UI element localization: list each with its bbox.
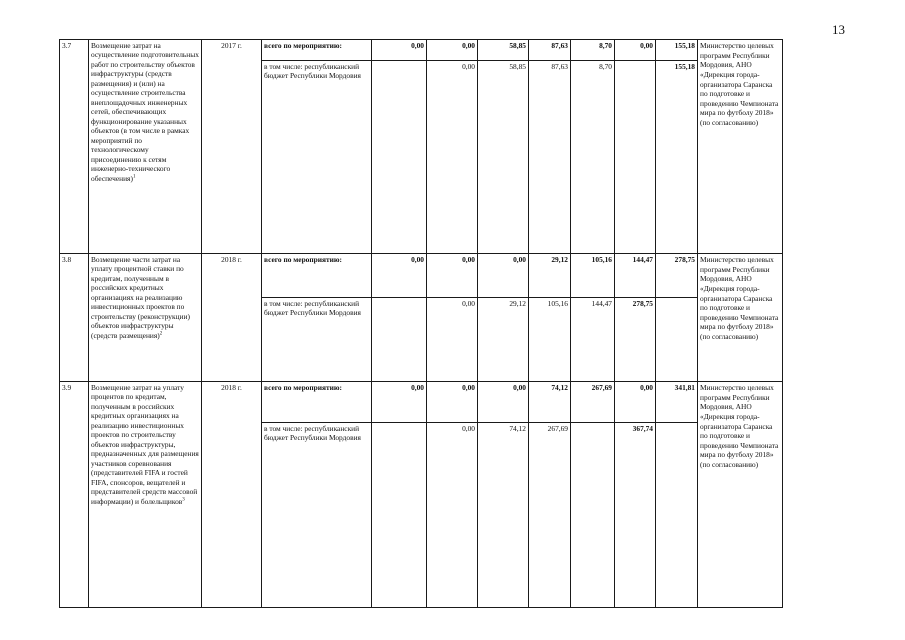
total-label: всего по мероприятию: xyxy=(262,382,372,423)
table-row xyxy=(60,254,783,298)
incl-value: 0,00 xyxy=(427,423,478,608)
measure-number: 3.7 xyxy=(60,40,89,254)
total-value: 0,00 xyxy=(615,382,656,423)
total-value: 341,81 xyxy=(656,382,698,423)
incl-label: в том числе: республиканский бюджет Республики Мордовия xyxy=(262,61,372,254)
measure-name: Возмещение части затрат на уплату процентной ставки по кредитам, полученным в российских кредитных организациях на реализацию инвестиционных проектов по строительству (реконструкции) объектов инфраструктуры (средств размещения)$^2$ xyxy=(89,254,202,382)
total-value: 87,63 xyxy=(529,40,571,61)
incl-value: 278,75 xyxy=(615,298,656,382)
incl-value: 58,85 xyxy=(478,61,529,254)
total-value: 8,70 xyxy=(571,40,615,61)
total-value: 58,85 xyxy=(478,40,529,61)
total-value: 0,00 xyxy=(478,254,529,298)
total-label: всего по мероприятию: xyxy=(262,254,372,298)
total-value: 29,12 xyxy=(529,254,571,298)
total-value: 0,00 xyxy=(372,382,427,423)
measure-number: 3.9 xyxy=(60,382,89,608)
responsible-executor: Министерство целевых программ Республики Мордовия, АНО «Дирекция города-организатора Саранска по подготовке и проведению Чемпионата мира по футболу 2018» (по согласованию) xyxy=(698,254,783,382)
incl-value: 155,18 xyxy=(656,61,698,254)
incl-value: 367,74 xyxy=(615,423,656,608)
incl-value: 0,00 xyxy=(427,298,478,382)
total-label: всего по мероприятию: xyxy=(262,40,372,61)
responsible-executor: Министерство целевых программ Республики Мордовия, АНО «Дирекция города-организатора Саранска по подготовке и проведению Чемпионата мира по футболу 2018» (по согласованию) xyxy=(698,382,783,608)
total-value: 0,00 xyxy=(372,40,427,61)
measure-year: 2018 г. xyxy=(202,254,262,382)
incl-value xyxy=(615,61,656,254)
total-value: 0,00 xyxy=(427,254,478,298)
total-value: 0,00 xyxy=(372,254,427,298)
incl-value: 8,70 xyxy=(571,61,615,254)
incl-value xyxy=(656,298,698,382)
total-value: 267,69 xyxy=(571,382,615,423)
incl-value xyxy=(571,423,615,608)
incl-value xyxy=(372,61,427,254)
incl-value xyxy=(372,298,427,382)
table-row xyxy=(60,382,783,423)
incl-value xyxy=(372,423,427,608)
footnote-mark: 3 xyxy=(182,497,185,503)
total-value: 105,16 xyxy=(571,254,615,298)
incl-value: 87,63 xyxy=(529,61,571,254)
incl-value: 105,16 xyxy=(529,298,571,382)
total-value: 0,00 xyxy=(478,382,529,423)
incl-label: в том числе: республиканский бюджет Республики Мордовия xyxy=(262,298,372,382)
footnote-mark: 2 xyxy=(159,331,163,337)
total-value: 155,18 xyxy=(656,40,698,61)
measure-year: 2018 г. xyxy=(202,382,262,608)
measures-table xyxy=(59,39,783,608)
page-number: 13 xyxy=(832,22,845,37)
total-value: 74,12 xyxy=(529,382,571,423)
measure-name: Возмещение затрат на уплату процентов по кредитам, полученным в российских кредитных организациях на реализацию инвестиционных проектов по строительству объектов инфраструктуры, предназначенных для размещения участников соревнования (представителей FIFA и гостей FIFA, спонсоров, вещателей и представителей средств массовой информации) и болельщиков$^3$ xyxy=(89,382,202,608)
incl-value xyxy=(656,423,698,608)
measure-number: 3.8 xyxy=(60,254,89,382)
measure-name: Возмещение затрат на осуществление подготовительных работ по строительству объектов инфраструктуры (средств размещения) и (или) на осуществление строительства внеплощадочных инженерных сетей, обеспечивающих функционирование указанных объектов (в том числе в рамках мероприятий по технологическому присоединению к сетям инженерно-технического обеспечения)$^1$ xyxy=(89,40,202,254)
incl-value: 144,47 xyxy=(571,298,615,382)
total-value: 0,00 xyxy=(427,382,478,423)
total-value: 0,00 xyxy=(615,40,656,61)
incl-value: 29,12 xyxy=(478,298,529,382)
incl-value: 267,69 xyxy=(529,423,571,608)
incl-value: 74,12 xyxy=(478,423,529,608)
responsible-executor: Министерство целевых программ Республики Мордовия, АНО «Дирекция города-организатора Саранска по подготовке и проведению Чемпионата мира по футболу 2018» (по согласованию) xyxy=(698,40,783,254)
total-value: 278,75 xyxy=(656,254,698,298)
footnote-mark: 1 xyxy=(132,174,136,180)
total-value: 144,47 xyxy=(615,254,656,298)
total-value: 0,00 xyxy=(427,40,478,61)
table-row xyxy=(60,40,783,61)
incl-label: в том числе: республиканский бюджет Республики Мордовия xyxy=(262,423,372,608)
measure-year: 2017 г. xyxy=(202,40,262,254)
incl-value: 0,00 xyxy=(427,61,478,254)
